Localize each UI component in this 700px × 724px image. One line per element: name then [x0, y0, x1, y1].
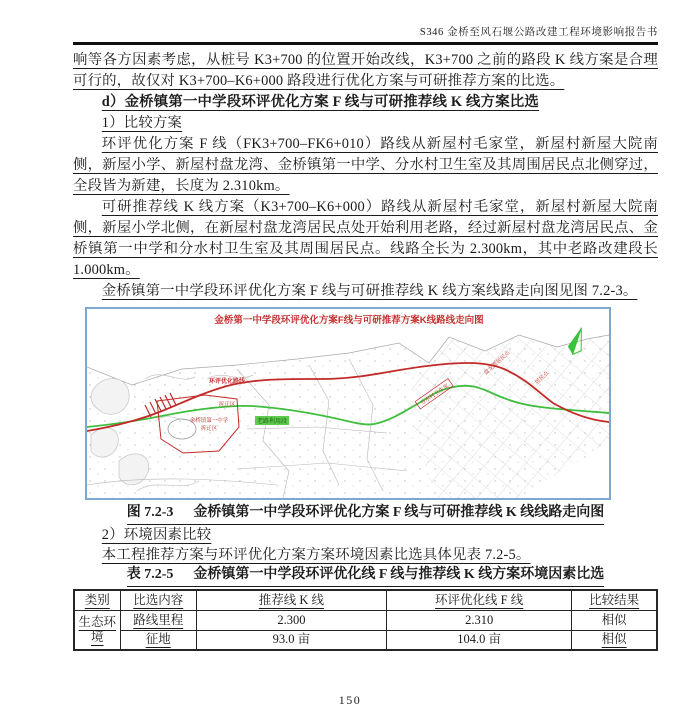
col-header-item: 比选内容 [120, 590, 196, 610]
paragraph-f-line: 环评优化方案 F 线（FK3+700–FK6+010）路线从新屋村毛家堂，新屋村新屋大院南侧，新屋小学、新屋村盘龙湾、金桥镇第一中学、分水村卫生室及其周围居民点北侧穿过，全段皆为新建，长度为 2.310km。 [73, 136, 658, 194]
paragraph-continuation: 响等各方因素考虑，从桩号 K3+700 的位置开始改线，K3+700 之前的路段 K 线方案是合理可行的，故仅对 K3+700–K6+000 路段进行优化方案与可研推荐方案的比选。 [73, 52, 658, 89]
col-header-f-line: 环评优化线 F 线 [386, 590, 571, 610]
table-row [74, 630, 657, 650]
map-old-road-label [255, 416, 289, 425]
heading-2: 2）环境因素比较 [101, 527, 212, 543]
map-label-demolition: 拆迁区 [200, 426, 218, 432]
cell-result: 相似 [572, 610, 657, 630]
paragraph-figure-ref: 金桥镇第一中学段环评优化方案 F 线与可研推荐线 K 线方案线路走向图见图 7.2-3。 [101, 283, 638, 299]
cell-k-value: 93.0 亩 [196, 630, 386, 650]
col-header-result: 比较结果 [572, 590, 657, 610]
table-caption [73, 565, 658, 587]
map-label-panlongwan: 盘龙湾居民点 [483, 349, 512, 377]
table-caption-label: 表 7.2-5 [126, 567, 174, 582]
svg-text:分水村卫生室: 分水村卫生室 [419, 383, 451, 407]
heading-d: d）金桥镇第一中学段环评优化方案 F 线与可研推荐线 K 线方案比选 [101, 94, 539, 110]
svg-text:老路利用段: 老路利用段 [256, 419, 288, 425]
cell-f-value: 104.0 亩 [386, 630, 571, 650]
figure-caption [73, 503, 658, 525]
route-map-figure [85, 307, 611, 500]
col-header-category: 类别 [74, 590, 120, 610]
heading-1: 1）比较方案 [101, 115, 183, 131]
table-header-row [74, 590, 657, 610]
cell-item: 征地 [120, 630, 196, 650]
map-label-residents: 居民点 [534, 370, 551, 387]
figure-caption-title: 金桥镇第一中学段环评优化方案 F 线与可研推荐线 K 线线路走向图 [193, 505, 605, 520]
cell-item: 路线里程 [120, 610, 196, 630]
cell-category: 生态环境 [74, 610, 120, 650]
map-title: 金桥第一中学段环评优化方案F线与可研推荐方案K线路线走向图 [214, 315, 484, 326]
page-header-title: S346 金桥至风石堰公路改建工程环境影响报告书 [419, 27, 658, 38]
table-caption-title: 金桥镇第一中学段环评优化线 F 线与推荐线 K 线方案环境因素比选 [193, 567, 605, 582]
cell-result: 相似 [572, 630, 657, 650]
map-label-demolition-small: 拆迁区 [218, 402, 236, 408]
comparison-table [73, 589, 658, 651]
header-rule [73, 42, 658, 45]
figure-caption-label: 图 7.2-3 [126, 505, 174, 520]
cell-k-value: 2.300 [196, 610, 386, 630]
page-number: 150 [338, 693, 362, 707]
cell-f-value: 2.310 [386, 610, 571, 630]
map-label-optimized-route: 环评优化路线 [208, 379, 246, 385]
map-label-school: 金桥镇第一中学 [189, 418, 229, 424]
col-header-k-line: 推荐线 K 线 [196, 590, 386, 610]
route-map [87, 309, 609, 498]
table-row [74, 610, 657, 630]
paragraph-k-line: 可研推荐线 K 线方案（K3+700–K6+000）路线从新屋村毛家堂，新屋村新屋大院南侧，新屋小学北侧，在新屋村盘龙湾居民点处开始利用老路，经过新屋村盘龙湾居民点、金桥镇第一中学和分水村卫生室及其周围居民点。线路全长为 2.300km，其中老路改建段长 1.000km。 [73, 199, 658, 278]
paragraph-table-ref: 本工程推荐方案与环评优化方案方案环境因素比选具体见表 7.2-5。 [101, 547, 531, 563]
